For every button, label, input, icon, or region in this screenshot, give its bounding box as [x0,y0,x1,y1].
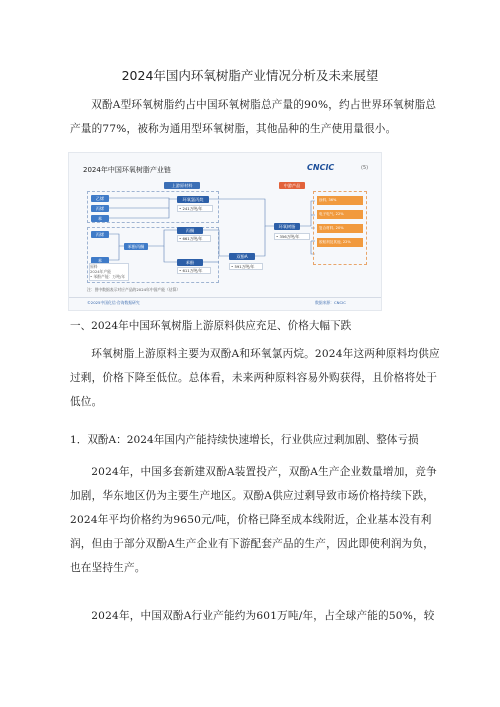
epichlorohydrin-box: 环氧氯丙烷 [177,196,209,203]
subsection-1-heading: 1．双酚A：2024年国内产能持续快速增长，行业供应过剩加剧、整体亏损 [70,434,419,446]
app-electronics: 电子电气, 22% [317,210,363,219]
acetone-box: 丙酮 [177,227,203,234]
section-1-paragraph: 环氧树脂上游原料主要为双酚A和环氧氯丙烷。2024年这两种原料均供应过剩，价格下降至低位。总体看，未来两种原料容易外购获得，且价格将处于低位。 [70,348,440,408]
legend-note-box: 原料 2024年产能 • 苯酚产能：万吨/年 [89,263,129,281]
app-adhesives: 胶粘剂及其他, 22% [317,238,363,247]
figure-footer-left: ©2025中国化信·咨询数据研究 [87,300,140,305]
app-coatings: 涂料, 36% [317,196,363,205]
left2-item-1: 丙烯 [91,231,109,238]
acetone-value: • 661万吨/年 [177,235,211,242]
upstream-header: 上游原材料 [164,182,200,189]
app-composites: 复合材料, 20% [317,224,363,233]
left-item-3: 苯 [91,215,109,222]
phenol-box: 苯酚 [177,259,203,266]
logo-suffix: (5) [361,165,369,171]
section-1-heading: 一、2024年中国环氧树脂上游原料供应充足、价格大幅下跌 [70,320,352,332]
epoxy-resin-value: • 356万吨/年 [274,233,310,240]
figure-footer-right: 数据来源：CNCIC [315,300,346,305]
subsection-1-paragraph: 2024年，中国多套新建双酚A装置投产，双酚A生产企业数量增加，竞争加剧，华东地区仍为主要生产地区。双酚A供应过剩导致市场价格持续下跌，2024年平均价格约为9650元/吨，价格已降至成本线附近，企业基本没有利润，但由于部分双酚A生产企业有下游配套产品的生产，因此即使利润为负，也在坚持生产。 [70,466,437,574]
midstream-header: 中游产品 [279,182,305,189]
left-item-1: 乙烯 [91,195,109,202]
intro-paragraph: 双酚A型环氧树脂约占中国环氧树脂总产量的90%，约占世界环氧树脂总产量的77%，被称为通用型环氧树脂，其他品种的生产使用量很小。 [70,99,437,135]
document-title: 2024年国内环氧树脂产业情况分析及未来展望 [121,68,379,83]
epichlorohydrin-value: • 241万吨/年 [177,205,213,212]
bpa-box: 双酚A [229,253,255,260]
figure-footnote: 注：图中数据表示对应产品的2024年中国产能（估算） [87,287,181,292]
phenol-value: • 611万吨/年 [177,267,211,274]
epoxy-resin-box: 环氧树脂 [274,223,300,230]
bpa-value: • 591万吨/年 [229,263,263,270]
industry-chain-figure [68,152,382,311]
figure-divider [69,297,381,298]
left2-item-2: 苯 [91,257,109,264]
left-item-2: 丙烯 [91,205,109,212]
phenol-acetone-box: 苯酚丙酮 [124,243,148,250]
subsection-1-paragraph-2: 2024年，中国双酚A行业产能约为601万吨/年，占全球产能的50%，较 [91,610,435,622]
figure-title: 2024年中国环氧树脂产业链 [83,166,171,174]
cncic-logo: CNCIC [307,163,335,172]
